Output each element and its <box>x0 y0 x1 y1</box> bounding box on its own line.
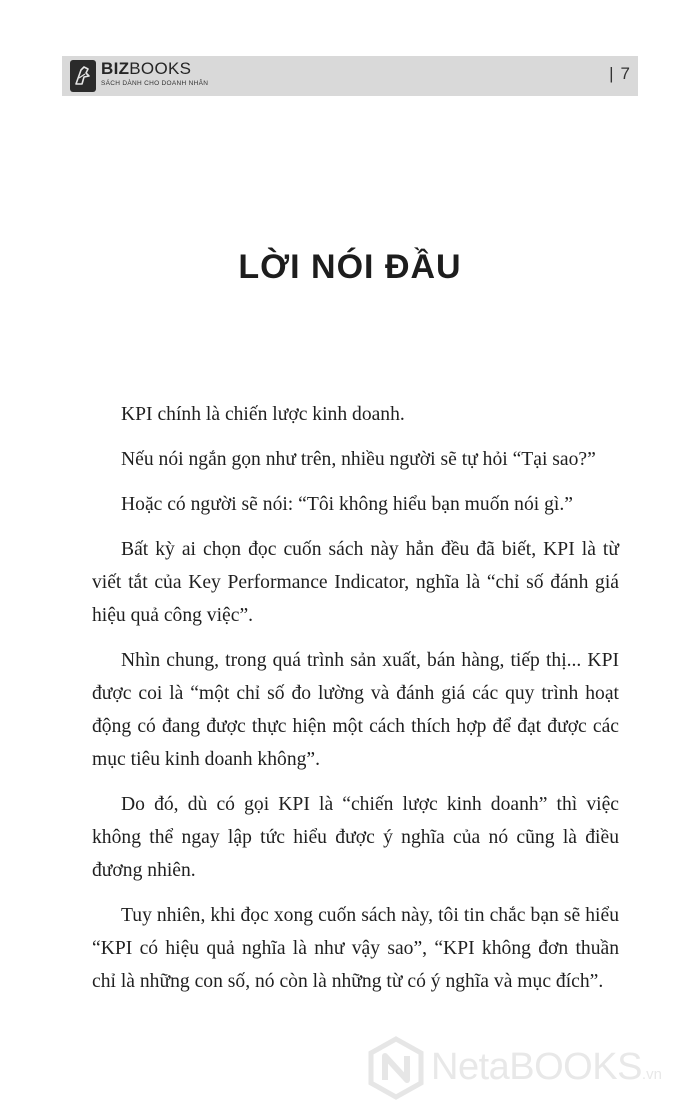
body-text <box>92 398 619 1010</box>
netabooks-logo-icon <box>367 1036 425 1100</box>
page-number-value: 7 <box>620 64 630 83</box>
chapter-title: LỜI NÓI ĐẦU <box>238 248 462 286</box>
paragraph: Nhìn chung, trong quá trình sản xuất, bán hàng, tiếp thị... KPI được coi là “một chỉ số đo lường và đánh giá các quy trình hoạt động có đang được thực hiện một cách thích hợp để đạt được các mục tiêu kinh doanh không”. <box>92 650 619 770</box>
bizbooks-logo-icon <box>70 60 96 92</box>
paragraph: Bất kỳ ai chọn đọc cuốn sách này hẳn đều đã biết, KPI là từ viết tắt của Key Performance Indicator, nghĩa là “chỉ số đánh giá hiệu quả công việc”. <box>92 539 619 626</box>
brand-name: BIZBOOKS <box>101 59 192 78</box>
brand-tagline: SÁCH DÀNH CHO DOANH NHÂN <box>101 80 209 87</box>
watermark-text: NetaBOOKS.vn <box>431 1046 662 1088</box>
page-separator: | <box>609 64 614 83</box>
paragraph: Nếu nói ngắn gọn như trên, nhiều người sẽ tự hỏi “Tại sao?” <box>121 449 596 470</box>
paragraph: Hoặc có người sẽ nói: “Tôi không hiểu bạn muốn nói gì.” <box>121 494 573 515</box>
paragraph: KPI chính là chiến lược kinh doanh. <box>121 404 405 425</box>
paragraph: Do đó, dù có gọi KPI là “chiến lược kinh doanh” thì việc không thể ngay lập tức hiểu được ý nghĩa của nó cũng là điều đương nhiên. <box>92 794 619 881</box>
paragraph: Tuy nhiên, khi đọc xong cuốn sách này, tôi tin chắc bạn sẽ hiểu “KPI có hiệu quả nghĩa là như vậy sao”, “KPI không đơn thuần chỉ là những con số, nó còn là những từ có ý nghĩa và mục đích”. <box>92 905 619 992</box>
page-number <box>609 64 630 84</box>
